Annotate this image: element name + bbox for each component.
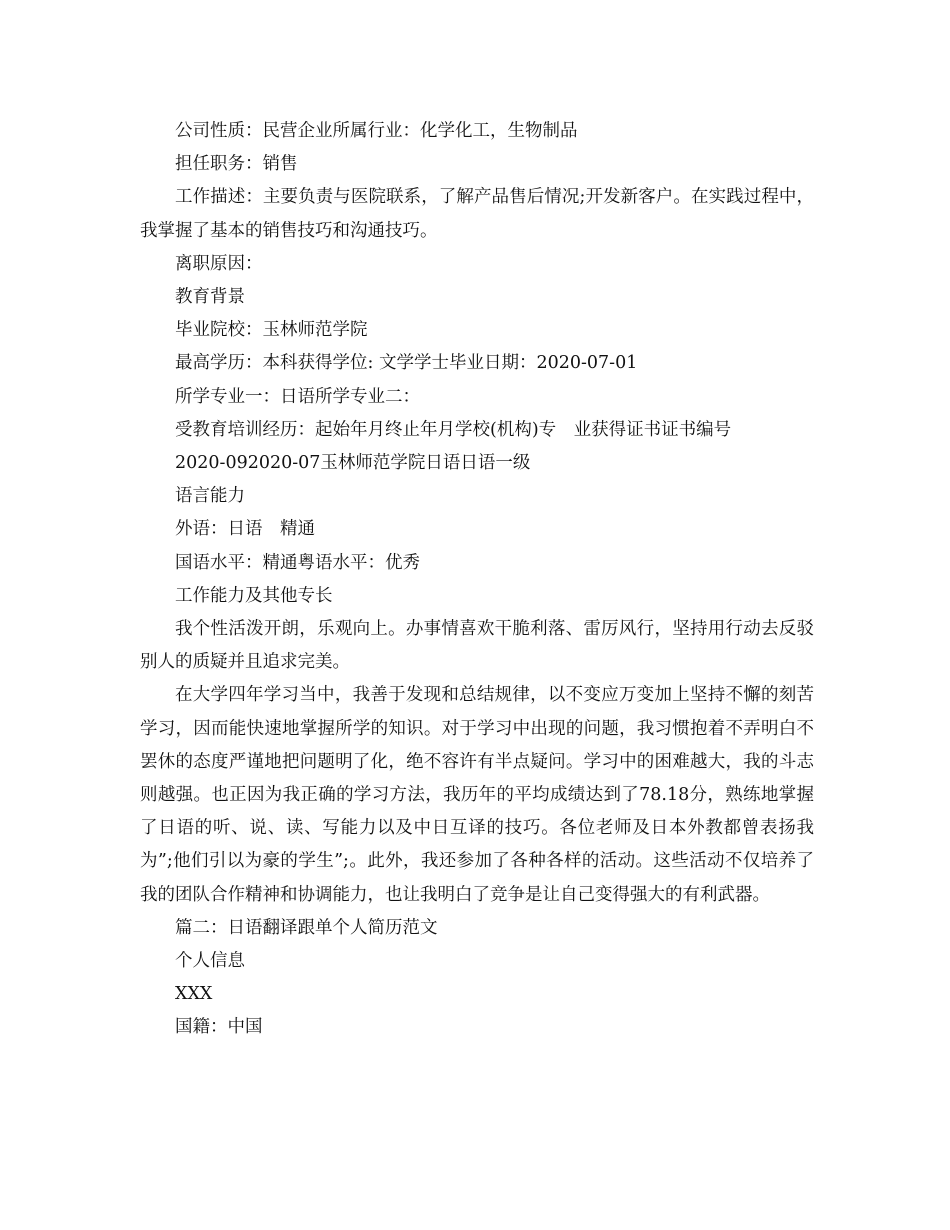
document-body [140,115,814,1045]
skills-heading: 工作能力及其他专长 [175,585,333,606]
job-description-paragraph: 工作描述：主要负责与医院联系，了解产品售后情况;开发新客户。在实践过程中，我掌握了基本的销售技巧和沟通技巧。 [140,187,814,241]
major-line: 所学专业一：日语所学专业二： [175,386,420,407]
name-line: XXX [175,984,213,1005]
nationality-line: 国籍：中国 [175,1017,263,1038]
foreign-language-line: 外语：日语 精通 [175,519,315,540]
education-heading: 教育背景 [175,287,245,308]
position-line: 担任职务：销售 [175,154,298,175]
degree-line: 最高学历：本科获得学位: 文学学士毕业日期：2020-07-01 [175,353,638,374]
language-heading: 语言能力 [175,486,245,507]
personal-info-heading: 个人信息 [175,951,245,972]
leave-reason-line: 离职原因： [175,253,263,274]
university-study-paragraph: 在大学四年学习当中，我善于发现和总结规律，以不变应万变加上坚持不懈的刻苦学习，因而能快速地掌握所学的知识。对于学习中出现的问题，我习惯抱着不弄明白不罢休的态度严谨地把问题明了化，绝不容许有半点疑问。学习中的困难越大，我的斗志则越强。也正因为我正确的学习方法，我历年的平均成绩达到了78.18分，熟练地掌握了日语的听、说、读、写能力以及中日互译的技巧。各位老师及日本外教都曾表扬我为”;他们引以为豪的学生”;。此外，我还参加了各种各样的活动。这些活动不仅培养了我的团队合作精神和协调能力，也让我明白了竞争是让自己变得强大的有利武器。 [140,685,814,905]
company-info-line: 公司性质：民营企业所属行业：化学化工，生物制品 [175,121,578,141]
section-two-title: 篇二：日语翻译跟单个人简历范文 [175,917,438,938]
mandarin-level-line: 国语水平：精通粤语水平：优秀 [175,552,420,573]
personality-paragraph: 我个性活泼开朗，乐观向上。办事情喜欢干脆利落、雷厉风行，坚持用行动去反驳别人的质疑并且追求完美。 [140,619,814,673]
training-record-line: 2020-092020-07玉林师范学院日语日语一级 [175,453,531,474]
training-header-line: 受教育培训经历：起始年月终止年月学校(机构)专 业获得证书证书编号 [175,419,732,440]
school-line: 毕业院校：玉林师范学院 [175,320,368,341]
